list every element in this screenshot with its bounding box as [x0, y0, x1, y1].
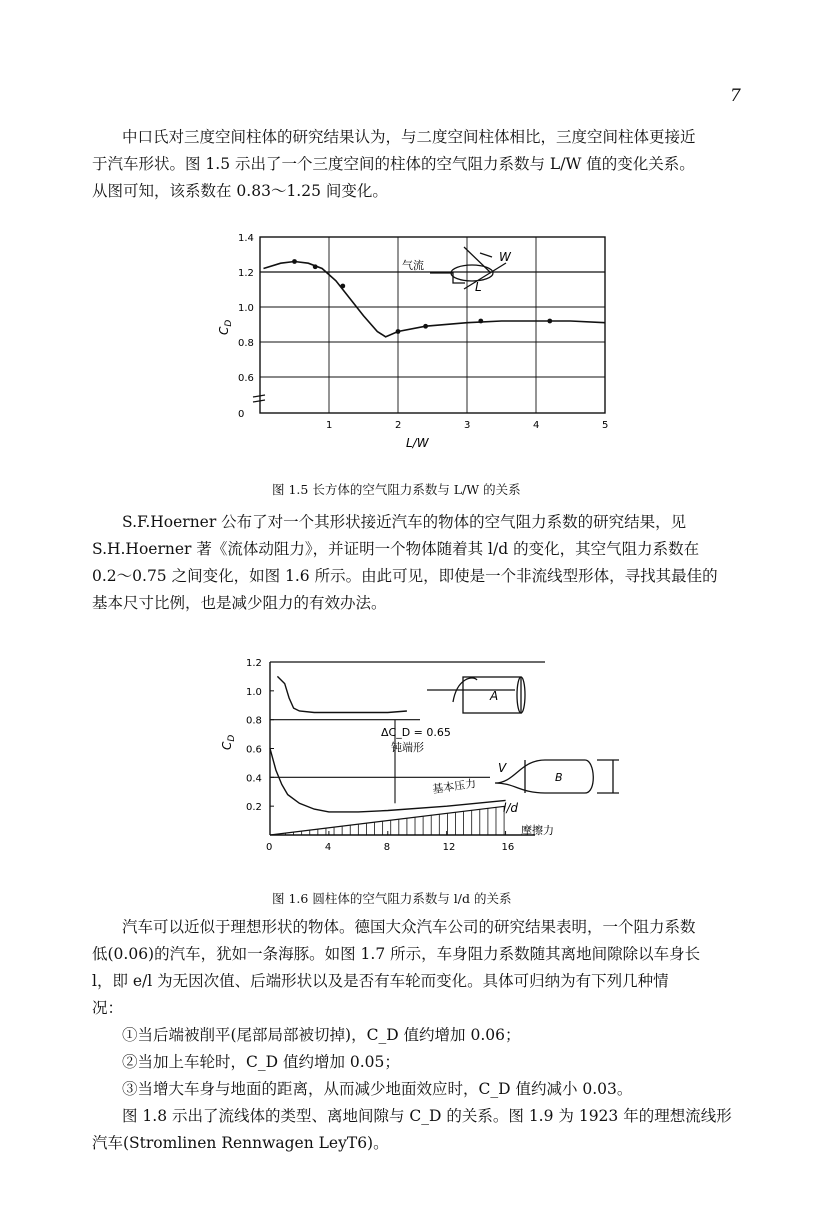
data-point [478, 319, 483, 324]
text-line: 汽车(Stromlinen Rennwagen LeyT6)。 [92, 1134, 389, 1152]
figure-1-6 [215, 650, 635, 860]
text-line: 0.2～0.75 之间变化，如图 1.6 所示。由此可见，即使是一个非流线型形体，寻找其最佳的 [92, 567, 718, 585]
text-line: 况： [92, 999, 124, 1017]
figure-1-5 [210, 225, 630, 465]
x-tick-label: 4 [533, 420, 540, 431]
y-tick-label: 0.8 [238, 338, 254, 349]
x-tick-label: 3 [464, 420, 471, 431]
page-number: 7 [730, 86, 741, 106]
paragraph-figures [92, 1103, 772, 1157]
list-item: ①当后端被削平(尾部局部被切掉)，C_D 值约增加 0.06； [122, 1026, 521, 1044]
friction-label: 摩擦力 [521, 824, 554, 837]
list-cases [92, 1022, 772, 1103]
inset-body-diagram [430, 247, 506, 289]
base-pressure-label: 基本压力 [431, 776, 477, 796]
y-tick-label: 0.6 [238, 373, 254, 384]
text-line: S.H.Hoerner 著《流体动阻力》，并证明一个物体随着其 l/d 的变化，其空气阻力系数在 [92, 540, 700, 558]
x-tick-label: 8 [383, 842, 391, 853]
ld-label: l/d [503, 801, 518, 815]
x-tick-label: 12 [442, 842, 456, 853]
y-axis-title: $C_D$ [217, 319, 234, 335]
y-tick-label: 1.0 [238, 303, 254, 314]
y-tick-label: 0 [238, 409, 245, 420]
data-point [292, 259, 297, 264]
inset-cylinder-a [427, 677, 525, 713]
list-item: ②当加上车轮时，C_D 值约增加 0.05； [122, 1053, 400, 1071]
y-tick-label: 1.2 [238, 268, 254, 279]
x-tick-label: 1 [326, 420, 333, 431]
paragraph-hoerner [92, 509, 772, 617]
x-tick-label: 4 [324, 842, 332, 853]
data-point [547, 319, 552, 324]
inset-b-label: B [555, 771, 563, 784]
blunt-label: 钝端形 [391, 741, 424, 754]
list-item: ③当增大车身与地面的距离，从而减少地面效应时，C_D 值约减小 0.03。 [122, 1080, 633, 1098]
y-tick-label: 1.0 [246, 686, 262, 698]
x-tick-label: 5 [602, 420, 609, 431]
figure-1-6-caption: 图 1.6 圆柱体的空气阻力系数与 l/d 的关系 [272, 891, 512, 906]
text-line: 低(0.06)的汽车，犹如一条海豚。如图 1.7 所示，车身阻力系数随其离地间隙除以车身长 [92, 945, 701, 963]
paragraph-intro [92, 124, 772, 205]
data-point [423, 324, 428, 329]
data-point [396, 329, 401, 334]
axis-break [253, 395, 265, 402]
figure-1-5-caption: 图 1.5 长方体的空气阻力系数与 L/W 的关系 [272, 482, 521, 497]
text-line: 图 1.8 示出了流线体的类型、离地间隙与 C_D 的关系。图 1.9 为 1923 年的理想流线形 [122, 1107, 732, 1125]
text-line: 汽车可以近似于理想形状的物体。德国大众汽车公司的研究结果表明，一个阻力系数 [122, 918, 696, 936]
text-line: S.F.Hoerner 公布了对一个其形状接近汽车的物体的空气阻力系数的研究结果，见 [122, 513, 687, 531]
chart-series-blunt [277, 676, 407, 712]
y-tick-label: 1.4 [238, 233, 254, 244]
data-point [313, 264, 318, 269]
inset-a-label: A [490, 689, 499, 703]
inset-flow-label: 气流 [402, 259, 424, 272]
text-line: 从图可知，该系数在 0.83～1.25 间变化。 [92, 182, 388, 200]
text-line: 基本尺寸比例，也是减少阻力的有效办法。 [92, 594, 387, 612]
x-tick-label: 16 [501, 842, 515, 853]
x-axis-title: L/W [406, 436, 429, 450]
x-tick-label: 0 [266, 842, 273, 853]
paragraph-volkswagen [92, 914, 772, 1022]
y-tick-label: 0.2 [246, 802, 262, 814]
y-tick-label: 0.8 [246, 715, 262, 727]
data-point [340, 284, 345, 289]
inset-v-label: V [498, 761, 507, 775]
y-tick-label: 0.6 [246, 744, 262, 756]
y-tick-label: 1.2 [246, 658, 262, 669]
inset-l-label: L [475, 280, 482, 294]
text-line: 于汽车形状。图 1.5 示出了一个三度空间的柱体的空气阻力系数与 L/W 值的变化关系。 [92, 155, 695, 173]
y-axis-title: $C_D$ [220, 734, 237, 750]
x-tick-label: 2 [395, 420, 402, 431]
text-line: 中口氏对三度空间柱体的研究结果认为，与二度空间柱体相比，三度空间柱体更接近 [122, 128, 696, 146]
inset-w-label: W [499, 250, 511, 264]
y-tick-label: 0.4 [246, 773, 262, 785]
text-line: l，即 e/l 为无因次值、后端形状以及是否有车轮而变化。具体可归纳为有下列几种情 [92, 972, 669, 990]
delta-cd-label: ΔC_D = 0.65 [381, 726, 451, 739]
